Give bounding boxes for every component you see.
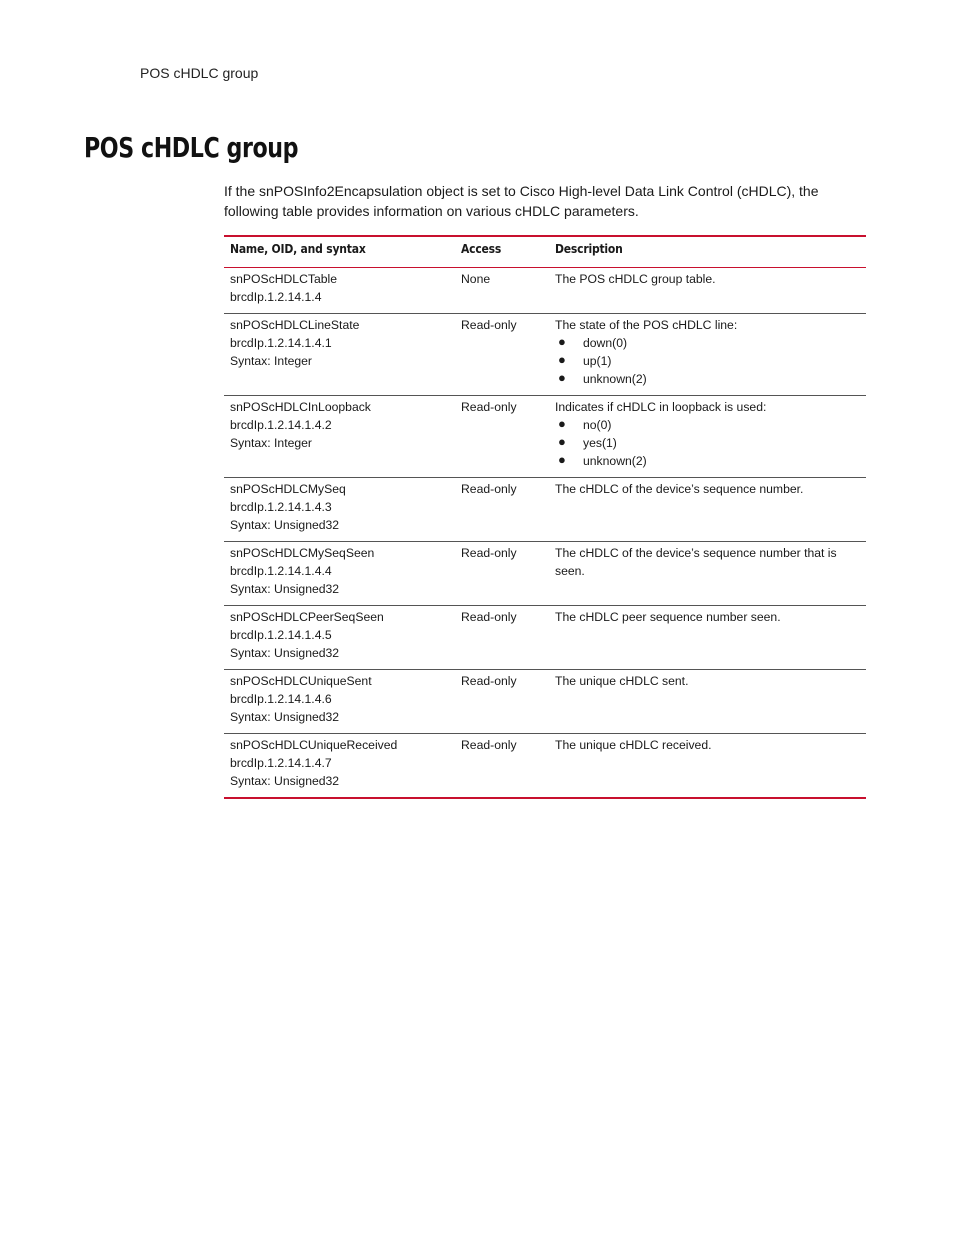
value-list [555, 416, 860, 470]
cell-access: Read-only [455, 542, 549, 606]
cell-name-oid-syntax [224, 314, 455, 396]
description-text: The POS cHDLC group table. [555, 272, 716, 286]
column-header-access: Access [455, 236, 549, 268]
object-syntax: Syntax: Integer [230, 354, 312, 368]
cell-access: Read-only [455, 314, 549, 396]
object-oid: brcdIp.1.2.14.1.4.6 [230, 692, 332, 706]
cell-description [549, 542, 866, 606]
cell-access: Read-only [455, 396, 549, 478]
intro-paragraph: If the snPOSInfo2Encapsulation object is set to Cisco High-level Data Link Control (cHDLC), the following table provides information on various cHDLC parameters. [224, 183, 819, 219]
object-oid: brcdIp.1.2.14.1.4.4 [230, 564, 332, 578]
cell-description [549, 268, 866, 314]
object-name: snPOScHDLCUniqueSent [230, 674, 372, 688]
table-row [224, 734, 866, 799]
object-syntax: Syntax: Unsigned32 [230, 518, 340, 532]
value-list-item-text: yes(1) [583, 436, 617, 450]
cell-name-oid-syntax [224, 268, 455, 314]
object-name: snPOScHDLCUniqueReceived [230, 738, 398, 752]
description-text: The unique cHDLC sent. [555, 674, 689, 688]
table-row [224, 268, 866, 314]
cell-name-oid-syntax [224, 606, 455, 670]
bullet-icon: ● [558, 352, 566, 367]
object-oid: brcdIp.1.2.14.1.4.5 [230, 628, 332, 642]
object-name: snPOScHDLCMySeq [230, 482, 346, 496]
bullet-icon: ● [558, 434, 566, 449]
object-oid: brcdIp.1.2.14.1.4.1 [230, 336, 332, 350]
column-header-name: Name, OID, and syntax [224, 236, 455, 268]
object-syntax: Syntax: Unsigned32 [230, 774, 340, 788]
object-syntax: Syntax: Integer [230, 436, 312, 450]
value-list-item [555, 334, 860, 352]
value-list-item-text: unknown(2) [583, 372, 647, 386]
value-list-item-text: no(0) [583, 418, 612, 432]
cell-access: Read-only [455, 734, 549, 799]
bullet-icon: ● [558, 452, 566, 467]
running-header: POS cHDLC group [140, 65, 259, 81]
description-text: The state of the POS cHDLC line: [555, 318, 738, 332]
column-header-description: Description [549, 236, 866, 268]
object-name: snPOScHDLCTable [230, 272, 338, 286]
cell-description [549, 314, 866, 396]
cell-name-oid-syntax [224, 670, 455, 734]
table-row [224, 314, 866, 396]
cell-name-oid-syntax [224, 396, 455, 478]
table-header-row [224, 236, 866, 268]
description-text: The cHDLC of the device’s sequence number. [555, 482, 804, 496]
description-text: Indicates if cHDLC in loopback is used: [555, 400, 767, 414]
object-syntax: Syntax: Unsigned32 [230, 582, 340, 596]
cell-name-oid-syntax [224, 542, 455, 606]
page-title: POS cHDLC group [84, 131, 299, 164]
object-name: snPOScHDLCMySeqSeen [230, 546, 375, 560]
object-oid: brcdIp.1.2.14.1.4 [230, 290, 322, 304]
table-row [224, 478, 866, 542]
value-list-item [555, 370, 860, 388]
value-list-item-text: unknown(2) [583, 454, 647, 468]
description-text: The cHDLC of the device’s sequence number that is seen. [555, 546, 837, 578]
cell-access: None [455, 268, 549, 314]
bullet-icon: ● [558, 416, 566, 431]
value-list-item [555, 352, 860, 370]
value-list-item-text: down(0) [583, 336, 628, 350]
cell-description [549, 606, 866, 670]
bullet-icon: ● [558, 370, 566, 385]
cell-access: Read-only [455, 606, 549, 670]
description-text: The unique cHDLC received. [555, 738, 712, 752]
value-list-item [555, 452, 860, 470]
cell-description [549, 478, 866, 542]
value-list-item [555, 416, 860, 434]
cell-description [549, 396, 866, 478]
value-list-item [555, 434, 860, 452]
table-row [224, 396, 866, 478]
description-text: The cHDLC peer sequence number seen. [555, 610, 781, 624]
object-name: snPOScHDLCInLoopback [230, 400, 371, 414]
object-oid: brcdIp.1.2.14.1.4.7 [230, 756, 332, 770]
object-syntax: Syntax: Unsigned32 [230, 646, 340, 660]
object-syntax: Syntax: Unsigned32 [230, 710, 340, 724]
value-list [555, 334, 860, 388]
cell-name-oid-syntax [224, 734, 455, 799]
table-body [224, 268, 866, 799]
mib-object-table [224, 235, 866, 799]
cell-description [549, 670, 866, 734]
object-name: snPOScHDLCPeerSeqSeen [230, 610, 384, 624]
cell-access: Read-only [455, 670, 549, 734]
cell-access: Read-only [455, 478, 549, 542]
bullet-icon: ● [558, 334, 566, 349]
cell-name-oid-syntax [224, 478, 455, 542]
object-name: snPOScHDLCLineState [230, 318, 360, 332]
table-row [224, 606, 866, 670]
table-row [224, 542, 866, 606]
table-row [224, 670, 866, 734]
cell-description [549, 734, 866, 799]
object-oid: brcdIp.1.2.14.1.4.3 [230, 500, 332, 514]
object-oid: brcdIp.1.2.14.1.4.2 [230, 418, 332, 432]
value-list-item-text: up(1) [583, 354, 612, 368]
